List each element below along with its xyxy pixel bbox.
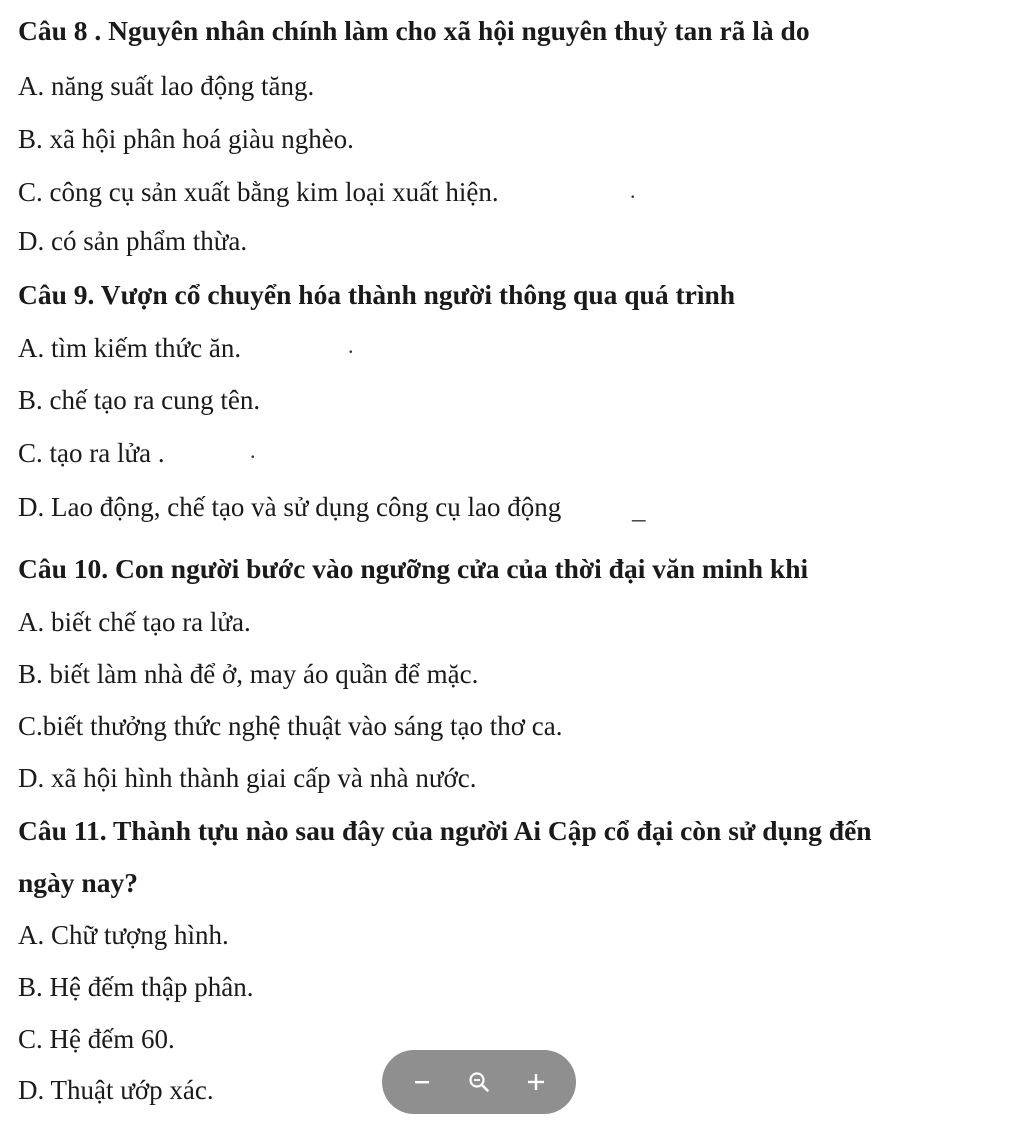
question-9-title: Câu 9. Vượn cổ chuyển hóa thành người thông qua quá trình: [18, 279, 736, 310]
question-10-option-b: B. biết làm nhà để ở, may áo quần để mặc.: [18, 659, 479, 689]
question-8-title: Câu 8 . Nguyên nhân chính làm cho xã hội nguyên thuỷ tan rã là do: [18, 15, 810, 46]
zoom-out-icon: [414, 1074, 430, 1090]
question-10-option-c: C.biết thưởng thức nghệ thuật vào sáng tạo thơ ca.: [18, 711, 563, 741]
question-9-option-a: A. tìm kiếm thức ăn.: [18, 333, 242, 363]
question-8-option-d: D. có sản phẩm thừa.: [18, 226, 248, 256]
zoom-in-button[interactable]: [516, 1062, 556, 1102]
zoom-reset-button[interactable]: [459, 1062, 499, 1102]
question-11-option-a: A. Chữ tượng hình.: [18, 920, 229, 950]
zoom-control-bar: [382, 1050, 576, 1114]
question-11-option-d: D. Thuật ướp xác.: [18, 1075, 214, 1105]
question-9-option-b: B. chế tạo ra cung tên.: [18, 385, 261, 415]
question-8-option-c: C. công cụ sản xuất bằng kim loại xuất hiện.: [18, 177, 499, 207]
question-9-option-c: C. tạo ra lửa .: [18, 438, 165, 468]
question-10-option-d: D. xã hội hình thành giai cấp và nhà nước.: [18, 763, 477, 793]
stray-underscore: _: [632, 494, 646, 524]
zoom-out-button[interactable]: [402, 1062, 442, 1102]
question-11-option-b: B. Hệ đếm thập phân.: [18, 972, 254, 1002]
stray-dot: .: [630, 178, 636, 203]
question-10-option-a: A. biết chế tạo ra lửa.: [18, 607, 251, 637]
question-11-title: Câu 11. Thành tựu nào sau đây của người Ai Cập cổ đại còn sử dụng đến: [18, 815, 872, 846]
question-8-option-a: A. năng suất lao động tăng.: [18, 71, 315, 101]
magnifier-icon: [468, 1071, 490, 1093]
question-11-title-continued: ngày nay?: [18, 867, 138, 898]
question-9-option-d: D. Lao động, chế tạo và sử dụng công cụ lao động: [18, 492, 562, 522]
question-11-option-c: C. Hệ đếm 60.: [18, 1024, 175, 1054]
stray-dot: .: [250, 438, 256, 463]
question-10-title: Câu 10. Con người bước vào ngưỡng cửa của thời đại văn minh khi: [18, 553, 809, 584]
stray-dot: .: [348, 333, 354, 358]
zoom-in-icon: [527, 1073, 545, 1091]
question-8-option-b: B. xã hội phân hoá giàu nghèo.: [18, 124, 354, 154]
